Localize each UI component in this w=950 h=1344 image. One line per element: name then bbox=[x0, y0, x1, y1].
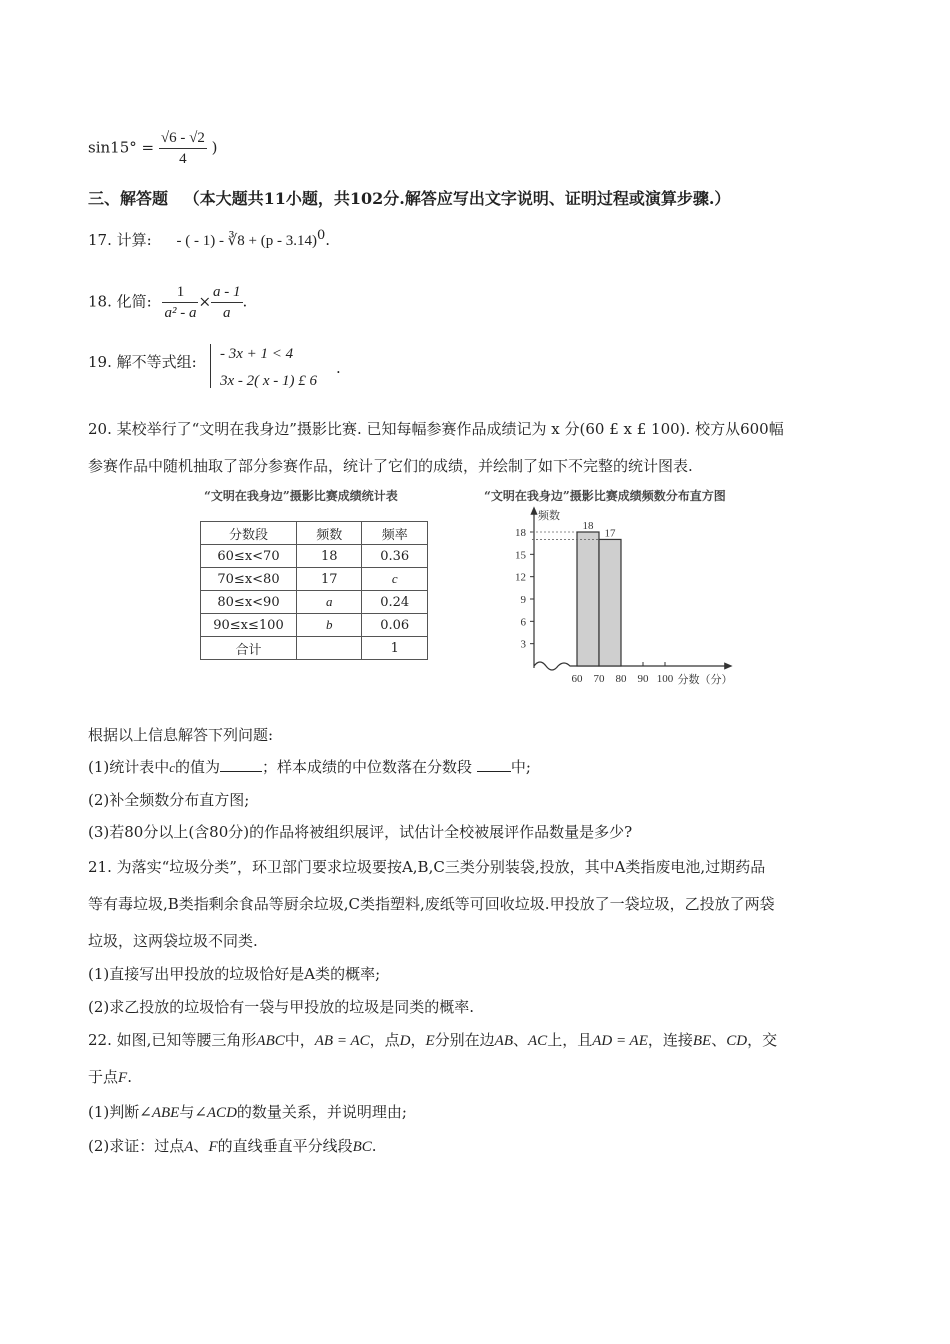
x-tick-label: 90 bbox=[637, 673, 649, 685]
table-header: 分数段 bbox=[201, 522, 297, 545]
table-cell: b bbox=[297, 614, 362, 637]
q22-abc: ABC bbox=[256, 1033, 285, 1049]
histogram-bar bbox=[577, 532, 599, 666]
q22-sub2a: (2)求证：过点 bbox=[88, 1137, 185, 1155]
q20-line2: 参赛作品中随机抽取了部分参赛作品，统计了它们的成绩，并绘制了如下不完整的统计图表. bbox=[88, 457, 693, 475]
q22-sub2 bbox=[88, 1136, 377, 1157]
table-header-row bbox=[201, 522, 428, 545]
q21-line3: 垃圾，这两袋垃圾不同类. bbox=[88, 932, 258, 950]
q22-sub1a: (1)判断 bbox=[88, 1103, 140, 1121]
bar-data-label: 17 bbox=[604, 527, 616, 540]
q22-dun2: 、 bbox=[711, 1031, 727, 1049]
q18-f1-den: a² - a bbox=[164, 305, 197, 321]
table-cell: 0.36 bbox=[362, 545, 428, 568]
section-title: 三、解答题 bbox=[88, 189, 169, 208]
q22-f: F bbox=[118, 1070, 128, 1086]
q22-line2a: 于点 bbox=[88, 1068, 119, 1086]
q22-line1 bbox=[88, 1030, 777, 1051]
q20-sub1-c: c bbox=[169, 760, 176, 775]
q22-p5: 上，且 bbox=[547, 1031, 593, 1049]
q18-f2-num: a - 1 bbox=[211, 282, 243, 303]
table-cell bbox=[297, 637, 362, 660]
table-row bbox=[201, 568, 428, 591]
q20-sub1-d: ；样本成绩的中位数落在分数段 bbox=[262, 758, 473, 776]
table-row bbox=[201, 591, 428, 614]
q22-be: BE bbox=[692, 1033, 712, 1049]
sin-fraction bbox=[159, 128, 207, 169]
q19-brace bbox=[210, 344, 217, 388]
table-row bbox=[201, 637, 428, 660]
sin-lhs: sin15° = bbox=[88, 138, 155, 157]
q19-line2: 3x - 2( x - 1) £ 6 bbox=[220, 373, 318, 389]
q22-pf: F bbox=[208, 1139, 218, 1155]
sin-fraction-den: 4 bbox=[179, 151, 187, 167]
q22-p1: 22. 如图,已知等腰三角形 bbox=[88, 1031, 257, 1049]
q22-sub2b: 、 bbox=[193, 1137, 209, 1155]
y-tick-label: 18 bbox=[515, 527, 526, 539]
q17-exp: 0 bbox=[316, 228, 326, 243]
q22-pa: A bbox=[184, 1139, 194, 1155]
sin-tail: ) bbox=[211, 138, 218, 157]
y-tick-label: 12 bbox=[515, 571, 526, 584]
table-row bbox=[201, 545, 428, 568]
q20-intro: 根据以上信息解答下列问题: bbox=[88, 726, 274, 744]
q20-sub1-e: 中; bbox=[510, 758, 531, 776]
table-cell: 80≤x<90 bbox=[201, 591, 297, 614]
q22-e: E bbox=[425, 1033, 435, 1049]
q18-end: . bbox=[242, 292, 248, 311]
q21-sub1: (1)直接写出甲投放的垃圾恰好是A类的概率; bbox=[88, 965, 381, 983]
q20-sub2: (2)补全频数分布直方图; bbox=[88, 791, 250, 809]
q20-sub1-a: (1)统计表中 bbox=[88, 758, 170, 776]
q17-label: 17. 计算: bbox=[88, 231, 152, 249]
section-heading bbox=[88, 186, 730, 209]
x-axis bbox=[534, 662, 729, 670]
table-header: 频率 bbox=[362, 522, 428, 545]
question-17 bbox=[88, 226, 330, 251]
table-header: 频数 bbox=[297, 522, 362, 545]
y-axis-label: 频数 bbox=[538, 509, 560, 522]
q22-acd: ∠ACD bbox=[194, 1105, 237, 1121]
q22-sub2c: 的直线垂直平分线段 bbox=[217, 1137, 353, 1155]
question-19-label: 19. 解不等式组: bbox=[88, 353, 197, 371]
histogram-chart bbox=[500, 502, 780, 694]
q20-sub1-b: 的值为 bbox=[175, 758, 221, 776]
q22-sub1b: 与 bbox=[179, 1103, 195, 1121]
q18-fraction-1 bbox=[162, 282, 198, 323]
sin-fraction-num: √6 - √2 bbox=[159, 128, 207, 149]
x-tick-label: 60 bbox=[571, 673, 583, 685]
q22-p3: ，点 bbox=[369, 1031, 400, 1049]
answer-blank[interactable] bbox=[220, 757, 262, 772]
table-cell: 0.06 bbox=[362, 614, 428, 637]
table-cell: c bbox=[362, 568, 428, 591]
table-cell: 合计 bbox=[201, 637, 297, 660]
histogram-bar bbox=[599, 539, 621, 666]
q20-sub1 bbox=[88, 757, 531, 778]
q22-p4: 分别在边 bbox=[434, 1031, 495, 1049]
y-tick-label: 9 bbox=[520, 594, 526, 606]
table-cell: a bbox=[297, 591, 362, 614]
y-tick-label: 6 bbox=[520, 616, 526, 629]
q18-fraction-2 bbox=[211, 282, 243, 323]
q18-times: × bbox=[198, 292, 212, 311]
bar-data-label: 18 bbox=[582, 520, 594, 532]
q22-line2b: . bbox=[127, 1068, 132, 1086]
q18-f1-num: 1 bbox=[162, 282, 198, 303]
q17-expr: - ( - 1) - ∛8 + (p - 3.14) bbox=[176, 233, 317, 249]
table-cell: 18 bbox=[297, 545, 362, 568]
q22-cd: CD bbox=[726, 1033, 748, 1049]
q22-abe: ∠ABE bbox=[139, 1105, 180, 1121]
q21-line1: 21. 为落实“垃圾分类”，环卫部门要求垃圾要按A,B,C三类分别装袋,投放，其中A类指废电池,过期药品 bbox=[88, 858, 766, 876]
q22-ac: AC bbox=[528, 1033, 548, 1049]
q22-eq2: AD = AE bbox=[592, 1033, 648, 1049]
table-row bbox=[201, 614, 428, 637]
table-title: “文明在我身边”摄影比赛成绩统计表 bbox=[204, 489, 398, 503]
chart-title: “文明在我身边”摄影比赛成绩频数分布直方图 bbox=[484, 489, 726, 503]
q20-line1: 20. 某校举行了“文明在我身边”摄影比赛. 已知每幅参赛作品成绩记为 x 分(60 £ x £ 100). 校方从600幅 bbox=[88, 420, 784, 438]
table-cell: 17 bbox=[297, 568, 362, 591]
q20-sub3: (3)若80分以上(含80分)的作品将被组织展评，试估计全校被展评作品数量是多少? bbox=[88, 823, 633, 841]
q18-label: 18. 化简: bbox=[88, 292, 152, 311]
q22-ab: AB bbox=[494, 1033, 513, 1049]
q22-sub1c: 的数量关系，并说明理由; bbox=[236, 1103, 407, 1121]
q18-f2-den: a bbox=[223, 305, 231, 321]
y-tick-label: 3 bbox=[520, 638, 526, 651]
stat-table bbox=[200, 521, 428, 660]
table-cell: 1 bbox=[362, 637, 428, 660]
q22-bc: BC bbox=[352, 1139, 372, 1155]
q22-p2: 中， bbox=[284, 1031, 315, 1049]
table-cell: 90≤x≤100 bbox=[201, 614, 297, 637]
q22-eq1: AB = AC bbox=[314, 1033, 370, 1049]
q22-comma: ， bbox=[410, 1031, 426, 1049]
x-tick-label: 100 bbox=[656, 673, 674, 685]
sin-formula bbox=[88, 128, 217, 169]
q22-sub1 bbox=[88, 1102, 407, 1123]
x-tick-label: 80 bbox=[615, 673, 627, 685]
q22-p7: ，交 bbox=[747, 1031, 778, 1049]
x-tick-label: 70 bbox=[593, 673, 605, 685]
question-18 bbox=[88, 282, 247, 323]
x-axis-label: 分数（分） bbox=[677, 673, 733, 686]
q21-sub2: (2)求乙投放的垃圾恰有一袋与甲投放的垃圾是同类的概率. bbox=[88, 998, 475, 1016]
q19-line1: - 3x + 1 < 4 bbox=[220, 346, 294, 362]
y-tick-label: 15 bbox=[515, 549, 526, 562]
answer-blank[interactable] bbox=[477, 757, 511, 772]
table-cell: 0.24 bbox=[362, 591, 428, 614]
table-cell: 70≤x<80 bbox=[201, 568, 297, 591]
q19-end: . bbox=[336, 359, 341, 377]
table-cell: 60≤x<70 bbox=[201, 545, 297, 568]
q17-end: . bbox=[325, 231, 331, 249]
q22-sub2d: . bbox=[371, 1137, 377, 1155]
q22-d: D bbox=[399, 1033, 411, 1049]
q21-line2: 等有毒垃圾,B类指剩余食品等厨余垃圾,C类指塑料,废纸等可回收垃圾.甲投放了一袋垃圾，乙投放了两袋 bbox=[88, 895, 775, 913]
section-note: （本大题共11小题，共102分.解答应写出文字说明、证明过程或演算步骤.） bbox=[183, 189, 731, 208]
q22-line2 bbox=[88, 1067, 132, 1088]
q22-p6: ，连接 bbox=[647, 1031, 693, 1049]
q22-dun: 、 bbox=[513, 1031, 529, 1049]
